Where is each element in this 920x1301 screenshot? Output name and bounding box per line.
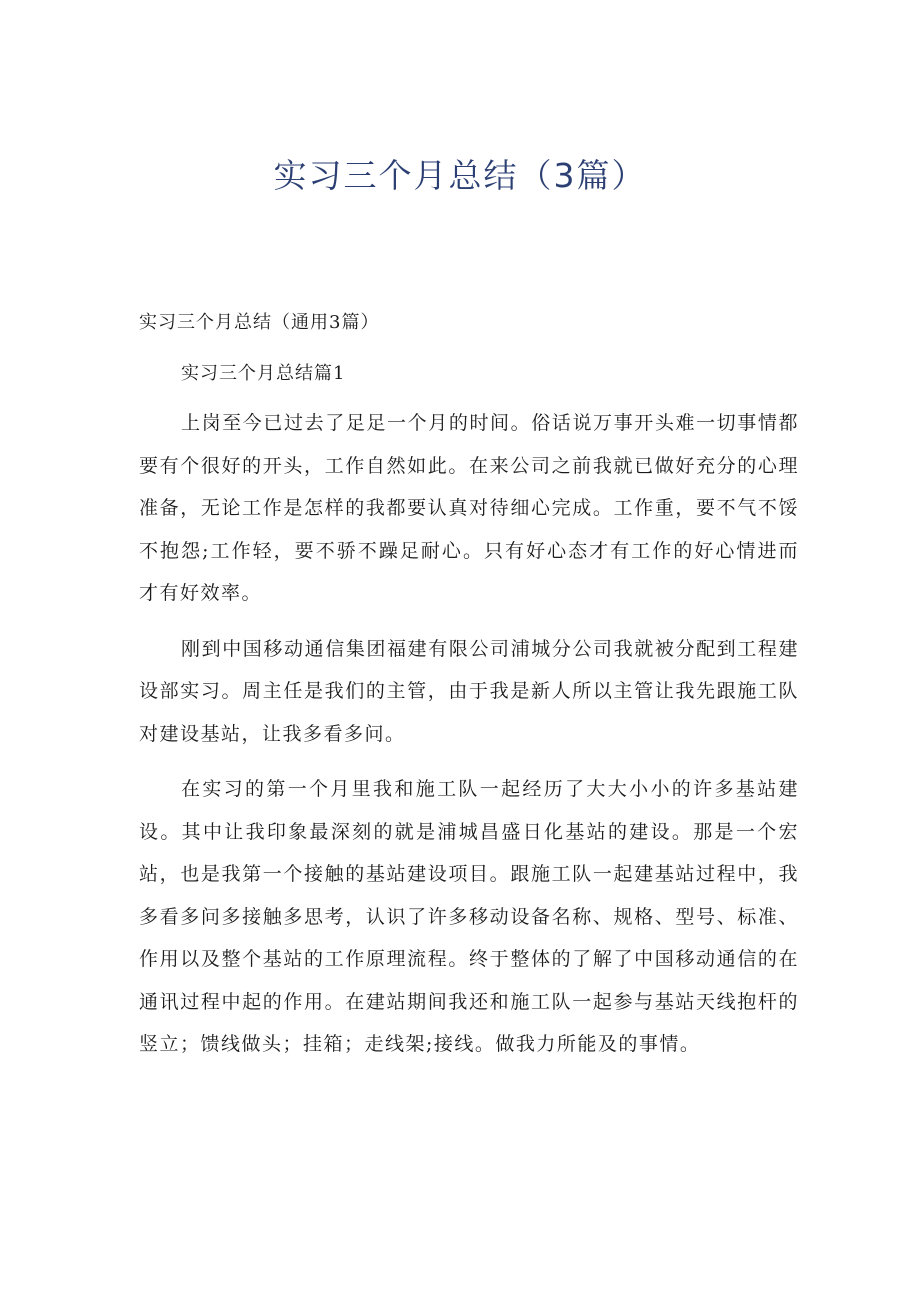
paragraph-1: 上岗至今已过去了足足一个月的时间。俗话说万事开头难一切事情都要有个很好的开头，工作自然如此。在来公司之前我就已做好充分的心理准备，无论工作是怎样的我都要认真对待细心完成。工作重，要不气不馁不抱怨;工作轻，要不骄不躁足耐心。只有好心态才有工作的好心情进而才有好效率。 [139,412,799,604]
document-title: 实习三个月总结（3篇） [273,156,647,195]
document-body [139,308,799,1079]
document-subtitle: 实习三个月总结（通用3篇） [139,312,380,333]
section-heading: 实习三个月总结篇1 [181,363,346,384]
paragraph-3: 在实习的第一个月里我和施工队一起经历了大大小小的许多基站建设。其中让我印象最深刻的就是浦城昌盛日化基站的建设。那是一个宏站，也是我第一个接触的基站建设项目。跟施工队一起建基站过程中，我多看多问多接触多思考，认识了许多移动设备名称、规格、型号、标准、作用以及整个基站的工作原理流程。终于整体的了解了中国移动通信的在通讯过程中起的作用。在建站期间我还和施工队一起参与基站天线抱杆的竖立；馈线做头；挂箱；走线架;接线。做我力所能及的事情。 [139,778,799,1055]
paragraph-2: 刚到中国移动通信集团福建有限公司浦城分公司我就被分配到工程建设部实习。周主任是我们的主管，由于我是新人所以主管让我先跟施工队对建设基站，让我多看多问。 [139,637,799,745]
